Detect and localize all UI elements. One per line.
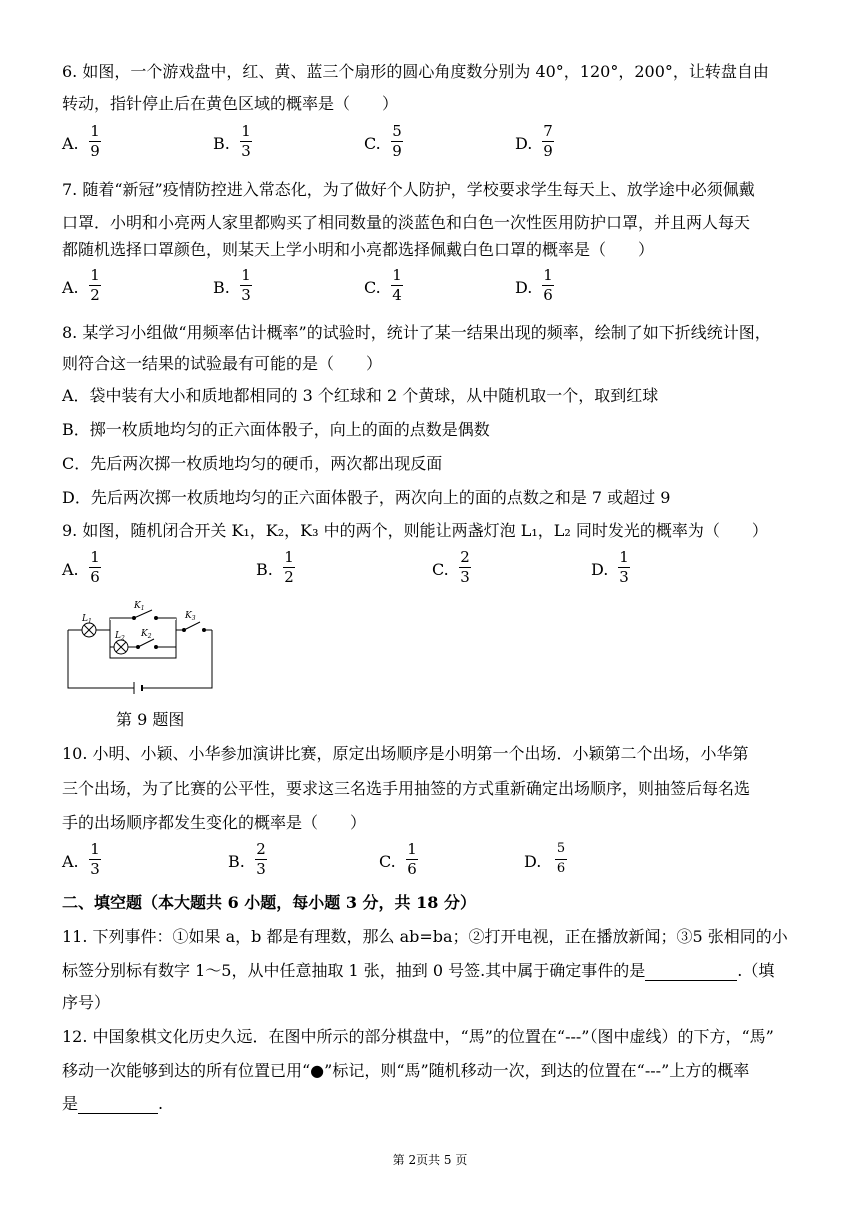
q12-line-3-text: 是 (62, 1094, 79, 1113)
label-l2: $L_2$ (115, 631, 125, 642)
fraction: 1 2 (284, 548, 294, 586)
q7-line-1: 7. 随着“新冠”疫情防控进入常态化，为了做好个人防护，学校要求学生每天上、放学途中必须佩戴 (62, 180, 755, 199)
fraction: 5 6 (556, 841, 566, 876)
label-k2: $K_2$ (141, 629, 152, 640)
switch-k3-icon (183, 622, 206, 632)
q8-option-c[interactable]: C．先后两次掷一枚质地均匀的硬币，两次都出现反面 (62, 454, 443, 473)
q6-line-1: 6. 如图，一个游戏盘中，红、黄、蓝三个扇形的圆心角度数分别为 40°，120°，200°，让转盘自由 (62, 62, 769, 81)
q12-line-3 (62, 1094, 163, 1114)
q12-answer-blank[interactable] (78, 1097, 158, 1114)
fraction: 1 3 (90, 840, 100, 878)
q7-line-3: 都随机选择口罩颜色，则某天上学小明和小亮都选择佩戴白色口罩的概率是（ ） (62, 240, 655, 259)
lamp-l2-icon (114, 640, 128, 654)
circuit-diagram (60, 596, 220, 696)
q12-line-3-tail: . (158, 1094, 164, 1113)
q9-line-1: 9. 如图，随机闭合开关 K₁，K₂，K₃ 中的两个，则能让两盏灯泡 L₁，L₂ 同时发光的概率为（ ） (62, 521, 768, 540)
q8-option-d[interactable]: D．先后两次掷一枚质地均匀的正六面体骰子，两次向上的面的点数之和是 7 或超过 9 (62, 488, 671, 507)
fraction: 1 3 (241, 266, 251, 304)
q10-line-2: 三个出场，为了比赛的公平性，要求这三名选手用抽签的方式重新确定出场顺序，则抽签后每名选 (62, 779, 751, 798)
switch-k2-icon (137, 639, 158, 649)
q6-line-2: 转动，指针停止后在黄色区域的概率是（ ） (62, 94, 399, 113)
q10-line-1: 10. 小明、小颖、小华参加演讲比赛，原定出场顺序是小明第一个出场．小颖第二个出场，小华第 (62, 744, 749, 763)
page-footer: 第 2页共 5 页 (392, 1153, 468, 1167)
q6-options: A. 1 9 B. 1 3 C. 5 9 D. 7 9 (62, 122, 822, 166)
fraction: 1 9 (90, 122, 100, 160)
section-2-title: 二、填空题（本大题共 6 小题，每小题 3 分，共 18 分） (62, 893, 476, 912)
q10-options: A. 1 3 B. 2 3 C. 1 6 D. 5 6 (62, 840, 822, 884)
label-k3: $K_3$ (185, 611, 196, 622)
q8-option-b[interactable]: B．掷一枚质地均匀的正六面体骰子，向上的面的点数是偶数 (62, 420, 490, 439)
q11-line-3: 序号） (62, 993, 111, 1012)
fraction: 7 9 (543, 122, 553, 160)
label-l1: $L_1$ (82, 614, 92, 625)
q11-answer-blank[interactable] (645, 964, 737, 981)
q7-line-2: 口罩．小明和小亮两人家里都购买了相同数量的淡蓝色和白色一次性医用防护口罩，并且两人每天 (62, 213, 751, 232)
label-k1: $K_1$ (134, 601, 145, 612)
q11-line-2 (62, 961, 774, 981)
q8-line-1: 8. 某学习小组做“用频率估计概率”的试验时，统计了某一结果出现的频率，绘制了如下折线统计图， (62, 323, 771, 342)
q9-options: A. 1 6 B. 1 2 C. 2 3 D. 1 3 (62, 548, 822, 592)
fraction: 2 3 (460, 548, 470, 586)
q7-options: A. 1 2 B. 1 3 C. 1 4 D. 1 6 (62, 266, 822, 310)
fraction: 5 9 (392, 122, 402, 160)
fraction: 1 6 (90, 548, 100, 586)
q12-line-2: 移动一次能够到达的所有位置已用“●”标记，则“馬”随机移动一次，到达的位置在“---”上方的概率 (62, 1061, 750, 1080)
q10-line-3: 手的出场顺序都发生变化的概率是（ ） (62, 813, 367, 832)
q8-line-2: 则符合这一结果的试验最有可能的是（ ） (62, 354, 383, 373)
q12-line-1: 12. 中国象棋文化历史久远．在图中所示的部分棋盘中，“馬”的位置在“---”（图中虚线）的下方，“馬” (62, 1027, 774, 1046)
q11-line-2-tail: .（填 (737, 961, 775, 980)
q8-option-a[interactable]: A．袋中装有大小和质地都相同的 3 个红球和 2 个黄球，从中随机取一个，取到红球 (62, 386, 659, 405)
q11-line-1: 11. 下列事件：①如果 a，b 都是有理数，那么 ab=ba；②打开电视，正在播放新闻；③5 张相同的小 (62, 927, 788, 946)
fraction: 1 6 (543, 266, 553, 304)
lamp-l1-icon (82, 623, 96, 637)
fraction: 1 4 (392, 266, 402, 304)
fraction: 2 3 (256, 840, 266, 878)
fraction: 1 6 (407, 840, 417, 878)
figure-caption: 第 9 题图 (116, 710, 185, 729)
fraction: 1 3 (619, 548, 629, 586)
fraction: 1 3 (241, 122, 251, 160)
fraction: 1 2 (90, 266, 100, 304)
q11-line-2-text: 标签分别标有数字 1～5，从中任意抽取 1 张，抽到 0 号签.其中属于确定事件的是 (62, 961, 646, 980)
